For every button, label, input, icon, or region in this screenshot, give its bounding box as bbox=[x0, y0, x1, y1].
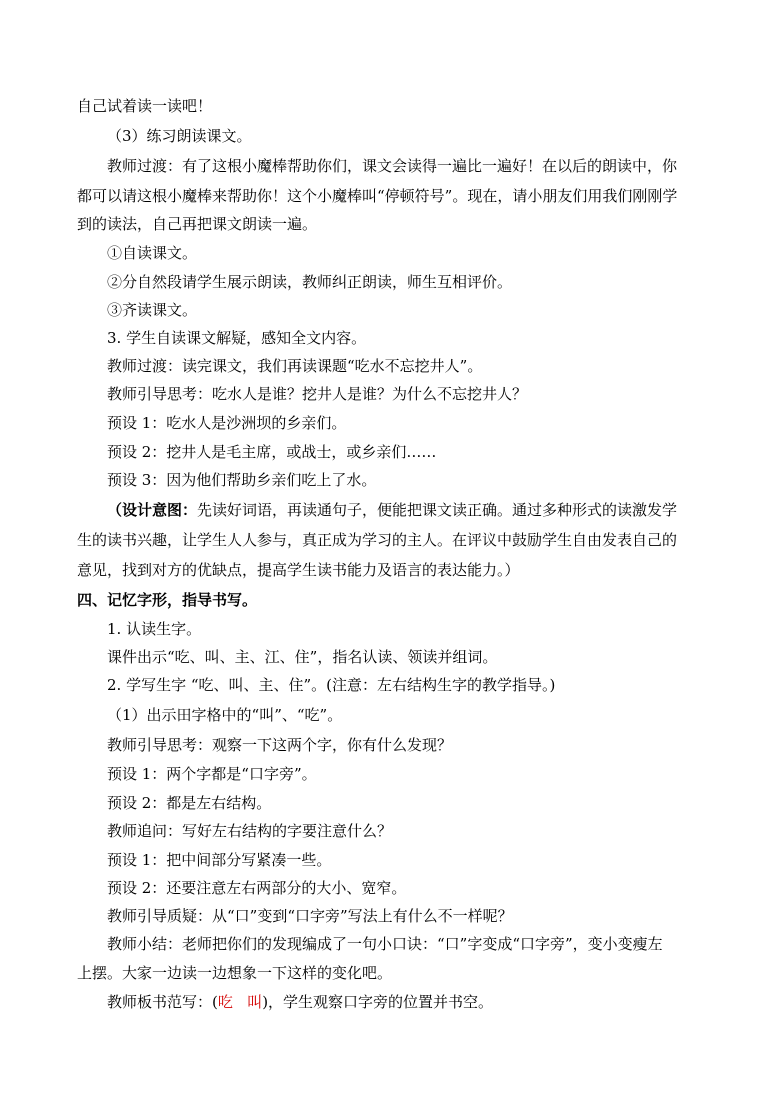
text-line: 教师过渡：有了这根小魔棒帮助你们，课文会读得一遍比一遍好！在以后的朗读中，你 bbox=[107, 157, 678, 175]
section-heading: 四、记忆字形，指导书写。 bbox=[77, 591, 258, 609]
text-line: 预设 1：吃水人是沙洲坝的乡亲们。 bbox=[107, 414, 347, 432]
text-line: （3）练习朗读课文。 bbox=[107, 127, 252, 145]
text-line: 上摆。大家一边读一边想象一下这样的变化吧。 bbox=[77, 964, 393, 982]
design-intent-label: （设计意图： bbox=[107, 501, 198, 519]
text-line: （1）出示田字格中的“叫”、“吃”。 bbox=[107, 706, 343, 724]
text-line: 教师引导质疑：从“口”变到“口字旁”写法上有什么不一样呢？ bbox=[107, 907, 513, 925]
text-line: ③齐读课文。 bbox=[107, 301, 198, 319]
board-suffix: )，学生观察口字旁的位置并书空。 bbox=[262, 993, 494, 1011]
text-line: 教师引导思考：观察一下这两个字，你有什么发现？ bbox=[107, 736, 453, 754]
text-line: 1. 认读生字。 bbox=[107, 620, 202, 638]
text-line: 预设 2：挖井人是毛主席，或战士，或乡亲们…… bbox=[107, 443, 437, 461]
text-line: 教师过渡：读完课文，我们再读课题“吃水不忘挖井人”。 bbox=[107, 357, 483, 375]
text-line: 预设 1：两个字都是“口字旁”。 bbox=[107, 765, 317, 783]
text-line: 课件出示“吃、叫、主、江、住”，指名认读、领读并组词。 bbox=[107, 648, 498, 666]
text-line: 预设 2：还要注意左右两部分的大小、宽窄。 bbox=[107, 879, 407, 897]
board-prefix: 教师板书范写：( bbox=[107, 993, 218, 1011]
text-line: 教师引导思考：吃水人是谁？挖井人是谁？为什么不忘挖井人？ bbox=[107, 385, 528, 403]
text-line: 意见，找到对方的优缺点，提高学生读书能力及语言的表达能力。） bbox=[77, 561, 520, 579]
text-line: 生的读书兴趣，让学生人人参与，真正成为学习的主人。在评议中鼓励学生自由发表自己的 bbox=[77, 531, 678, 549]
text-line: 到的读法，自己再把课文朗读一遍。 bbox=[77, 215, 318, 233]
text-line: 3. 学生自读课文解疑，感知全文内容。 bbox=[107, 329, 367, 347]
text-line: 都可以请这根小魔棒来帮助你！这个小魔棒叫“停顿符号”。现在，请小朋友们用我们刚刚学 bbox=[77, 187, 678, 205]
text-line: 自己试着读一读吧！ bbox=[77, 97, 213, 115]
text-line: 预设 3：因为他们帮助乡亲们吃上了水。 bbox=[107, 471, 377, 489]
design-intent-text: 先读好词语，再读通句子，便能把课文读正确。通过多种形式的读激发学 bbox=[197, 501, 678, 519]
board-writing-line bbox=[107, 992, 717, 1012]
text-line: ①自读课文。 bbox=[107, 244, 198, 262]
design-intent-line bbox=[107, 500, 717, 520]
text-line: ②分自然段请学生展示朗读，教师纠正朗读，师生互相评价。 bbox=[107, 273, 513, 291]
text-line: 预设 1：把中间部分写紧凑一些。 bbox=[107, 851, 332, 869]
board-char-jiao: 叫 bbox=[247, 993, 263, 1011]
text-line: 教师追问：写好左右结构的字要注意什么？ bbox=[107, 822, 393, 840]
text-line: 教师小结：老师把你们的发现编成了一句小口诀：“口”字变成“口字旁”，变小变瘦左 bbox=[107, 935, 663, 953]
text-line: 预设 2：都是左右结构。 bbox=[107, 794, 272, 812]
text-line: 2. 学写生字 “吃、叫、主、住”。(注意：左右结构生字的教学指导。) bbox=[107, 676, 556, 694]
board-char-chi: 吃 bbox=[217, 993, 233, 1011]
